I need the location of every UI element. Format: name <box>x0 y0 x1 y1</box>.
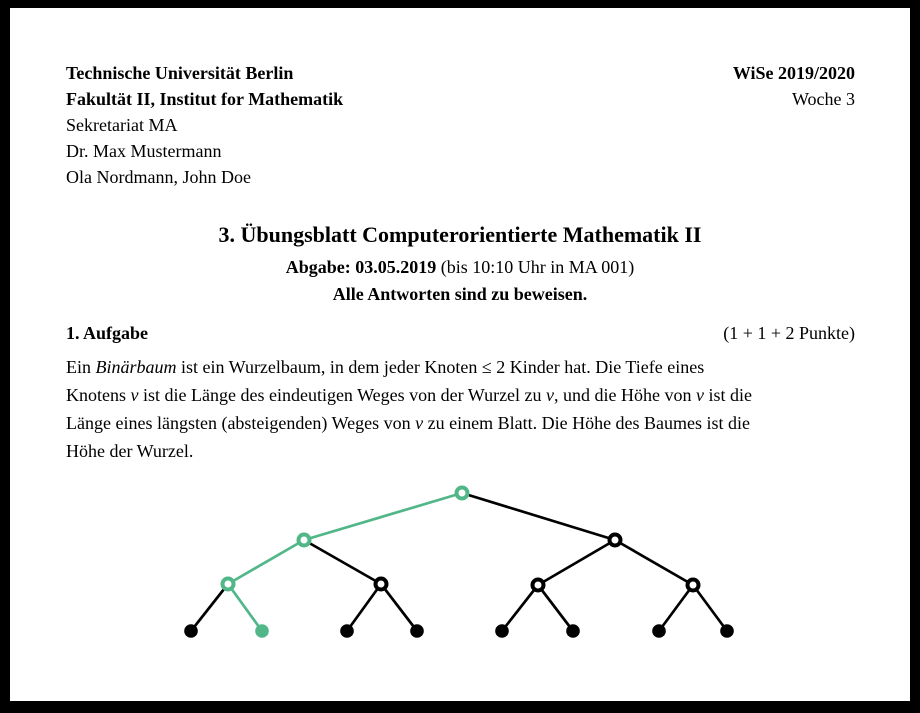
italic-term: Binärbaum <box>95 357 177 377</box>
tree-edge <box>693 585 727 631</box>
text-run: Höhe der Wurzel. <box>66 441 194 461</box>
text-run: Knotens <box>66 385 131 405</box>
tree-edge <box>347 584 381 631</box>
text-run: , und die Höhe von <box>554 385 697 405</box>
tree-edge <box>615 540 693 585</box>
week-label: Woche 3 <box>791 89 855 109</box>
tree-leaf-node <box>255 624 269 638</box>
tree-leaf-node <box>652 624 666 638</box>
document-page <box>10 8 910 701</box>
tree-edge <box>304 540 381 584</box>
assistants-line: Ola Nordmann, John Doe <box>66 167 251 187</box>
italic-term: v <box>415 413 424 433</box>
tree-edge <box>228 584 262 631</box>
tree-edge <box>304 493 462 540</box>
tree-leaf-node <box>410 624 424 638</box>
task-heading: 1. Aufgabe <box>66 323 149 343</box>
tree-internal-node <box>457 488 468 499</box>
submission-date: Abgabe: 03.05.2019 <box>285 257 437 277</box>
tree-edge <box>381 584 417 631</box>
tree-internal-node <box>299 535 310 546</box>
text-run: Ein <box>66 357 96 377</box>
task-points: (1 + 1 + 2 Punkte) <box>723 323 855 343</box>
tree-internal-node <box>610 535 621 546</box>
tree-internal-node <box>688 580 699 591</box>
submission-details: (bis 10:10 Uhr in MA 001) <box>436 257 635 277</box>
semester-label: WiSe 2019/2020 <box>732 63 855 83</box>
text-run: zu einem Blatt. Die Höhe des Baumes ist die <box>423 413 751 433</box>
text-run: ist ein Wurzelbaum, in dem jeder Knoten ≤ 2 Kinder hat. Die Tiefe eines <box>176 357 705 377</box>
sheet-title: 3. Übungsblatt Computerorientierte Mathematik II <box>218 222 702 247</box>
tree-edge <box>538 585 573 631</box>
institution-name: Technische Universität Berlin <box>66 63 294 83</box>
tree-leaf-node <box>720 624 734 638</box>
italic-term: v <box>696 385 705 405</box>
italic-term: v <box>130 385 139 405</box>
tree-leaf-node <box>495 624 509 638</box>
text-run: Länge eines längsten (absteigenden) Weges von <box>66 413 416 433</box>
tree-internal-node <box>376 579 387 590</box>
tree-edge <box>659 585 693 631</box>
italic-term: v <box>546 385 555 405</box>
tree-leaf-node <box>340 624 354 638</box>
tree-edge <box>191 584 228 631</box>
tree-leaf-node <box>184 624 198 638</box>
binary-tree-figure <box>10 8 910 701</box>
tree-edge <box>228 540 304 584</box>
office-line: Sekretariat MA <box>66 115 178 135</box>
tree-edge <box>538 540 615 585</box>
text-run: ist die Länge des eindeutigen Weges von der Wurzel zu <box>138 385 547 405</box>
tree-internal-node <box>533 580 544 591</box>
faculty-name: Fakultät II, Institut for Mathematik <box>66 89 344 109</box>
proof-note: Alle Antworten sind zu beweisen. <box>332 284 588 304</box>
text-run: ist die <box>704 385 753 405</box>
tree-edge <box>462 493 615 540</box>
tree-edge <box>502 585 538 631</box>
lecturer-name: Dr. Max Mustermann <box>66 141 222 161</box>
tree-leaf-node <box>566 624 580 638</box>
tree-internal-node <box>223 579 234 590</box>
